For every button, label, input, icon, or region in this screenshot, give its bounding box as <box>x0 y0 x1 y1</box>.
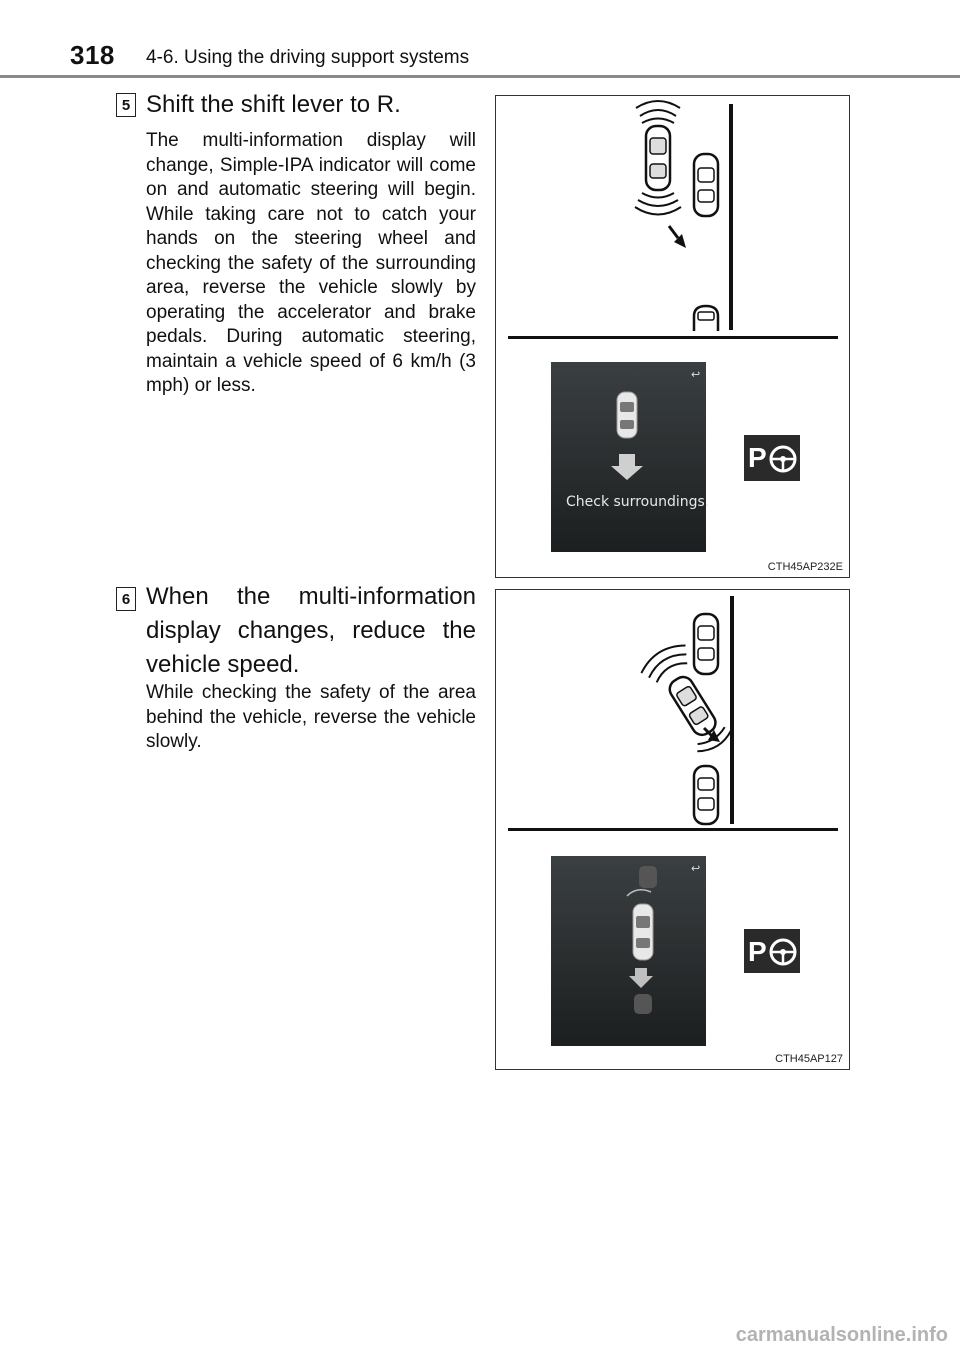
figure-step-5 <box>495 95 850 578</box>
multi-information-display <box>551 856 706 1046</box>
svg-text:P: P <box>748 442 767 473</box>
step-5-badge: 5 <box>116 93 136 117</box>
svg-text:P: P <box>748 936 767 967</box>
step-5-body: The multi-information display will change, Simple-IPA indicator will come on and automatic steering will begin. While taking care not to catch your hands on the steering wheel and checking the safety of the surrounding area, reverse the vehicle slowly by operating the accelerator and brake pedals. During automatic steering, maintain a vehicle speed of 6 km/h (3 mph) or less. <box>146 130 476 396</box>
section-title: 4-6. Using the driving support systems <box>146 47 470 68</box>
header-rule <box>0 75 960 78</box>
parked-car-rear-icon <box>694 306 718 331</box>
reverse-arrow-icon <box>669 226 686 248</box>
page-number: 318 <box>70 40 115 70</box>
display-message: Check surroundings. <box>566 494 710 510</box>
own-vehicle-icon <box>635 101 681 215</box>
parked-car-icon <box>694 154 718 216</box>
figure-code: CTH45AP127 <box>775 1053 843 1065</box>
svg-text:↩: ↩ <box>691 862 701 875</box>
svg-text:↩: ↩ <box>691 368 701 381</box>
multi-information-display <box>551 362 706 552</box>
step-6-body: While checking the safety of the area behind the vehicle, reverse the vehicle slowly. <box>146 682 476 752</box>
parked-car-icon <box>694 614 718 674</box>
parking-illustration-step-6 <box>496 590 849 1069</box>
simple-ipa-indicator-icon <box>744 929 800 973</box>
figure-code: CTH45AP232E <box>767 561 843 573</box>
own-vehicle-icon <box>637 639 739 760</box>
step-5-heading: Shift the shift lever to R. <box>146 91 401 118</box>
figure-step-6 <box>495 589 850 1070</box>
simple-ipa-indicator-icon <box>744 435 800 481</box>
step-6-badge: 6 <box>116 587 136 611</box>
parked-car-icon <box>694 766 718 824</box>
step-6-heading: When the multi-information display changes, reduce the vehicle speed. <box>146 583 476 678</box>
watermark: carmanualsonline.info <box>735 1324 948 1346</box>
